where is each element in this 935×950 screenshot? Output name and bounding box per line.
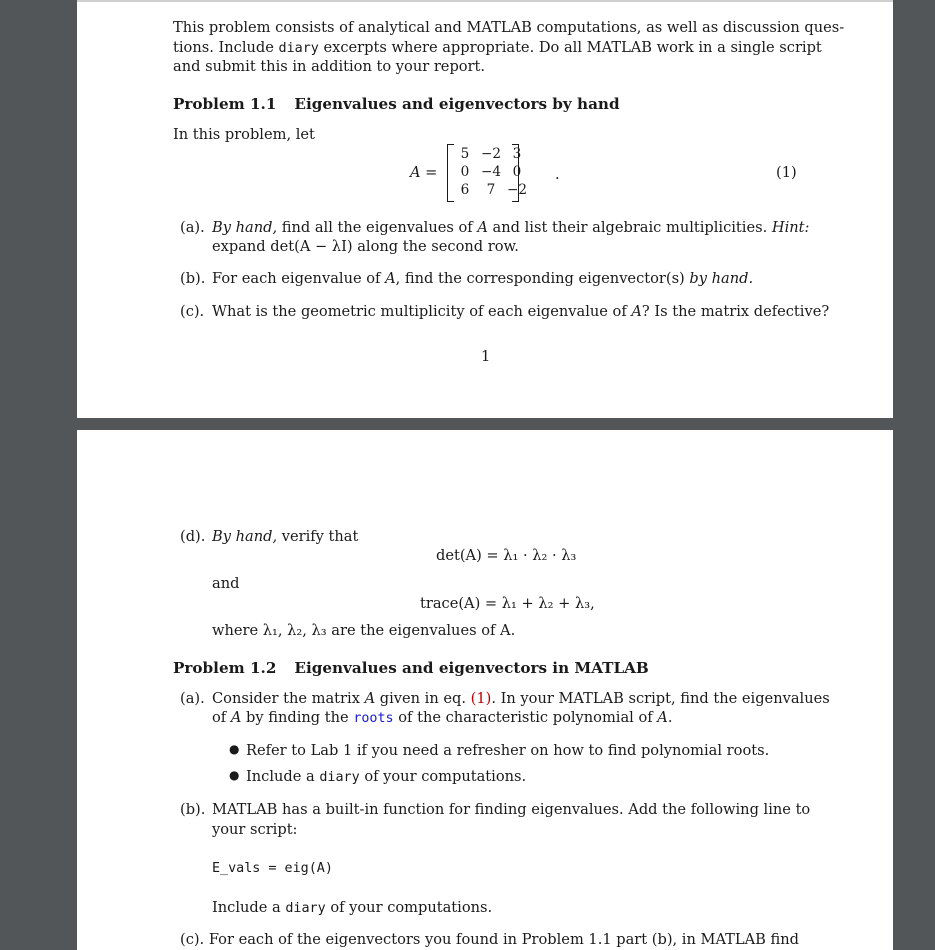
matrix-cell: 7 [486, 182, 496, 198]
bullet-2: Include a diary of your computations. [246, 768, 527, 785]
part-b-label: (b). [180, 270, 206, 287]
page-number: 1 [481, 348, 491, 365]
matrix-cell: 3 [512, 146, 522, 162]
diary-code: diary [319, 770, 360, 785]
part-c-label: (c). [180, 303, 205, 320]
equation-number: (1) [776, 164, 797, 181]
part-c-text: What is the geometric multiplicity of each eigenvalue of A? Is the matrix defective? [212, 303, 830, 320]
intro-line-1: This problem consists of analytical and MATLAB computations, as well as discussion ques- [173, 19, 845, 36]
matrix-cell: 0 [460, 164, 470, 180]
part-a-line-2: expand det(A − λI) along the second row. [212, 238, 519, 255]
intro-line-3: and submit this in addition to your report. [173, 58, 486, 75]
part-b-line-1: MATLAB has a built-in function for finding eigenvalues. Add the following line to [212, 801, 811, 818]
problem-1-1-heading: Problem 1.1 Eigenvalues and eigenvectors by hand [173, 95, 620, 113]
intro-line-2: tions. Include diary excerpts where appropriate. Do all MATLAB work in a single script [173, 39, 822, 56]
code-line: E_vals = eig(A) [212, 861, 333, 876]
include-diary-text: Include a diary of your computations. [212, 899, 493, 916]
matrix-dot: . [555, 166, 560, 183]
trace-equation: trace(A) = λ₁ + λ₂ + λ₃, [420, 595, 595, 612]
bullet-icon: ● [229, 768, 240, 782]
part-a-label: (a). [180, 690, 205, 707]
and-text: and [212, 575, 240, 592]
matrix-cell: 5 [460, 146, 470, 162]
cut-off-line: (c). For each of the eigenvectors you found in Problem 1.1 part (b), in MATLAB find [180, 931, 799, 948]
matrix-a [447, 144, 547, 202]
equation-ref-link[interactable]: (1) [470, 690, 492, 707]
pdf-page-1 [77, 0, 893, 418]
let-text: In this problem, let [173, 126, 315, 143]
matrix-cell: 6 [460, 182, 470, 198]
part-a-line-2: of A by finding the roots of the characteristic polynomial of A. [212, 709, 673, 726]
diary-code: diary [278, 41, 319, 56]
roots-code: roots [353, 711, 394, 726]
bullet-1: Refer to Lab 1 if you need a refresher on how to find polynomial roots. [246, 742, 770, 759]
bullet-icon: ● [229, 742, 240, 756]
part-a-line-1: Consider the matrix A given in eq. (1). In your MATLAB script, find the eigenvalues [212, 690, 830, 707]
matrix-cell: −4 [480, 164, 502, 180]
matrix-lhs: A = [410, 164, 438, 181]
pdf-page-2 [77, 430, 893, 950]
matrix-cell: 0 [512, 164, 522, 180]
part-b-line-2: your script: [212, 821, 298, 838]
where-text: where λ₁, λ₂, λ₃ are the eigenvalues of A. [212, 622, 516, 639]
part-a-line-1: By hand, find all the eigenvalues of A and list their algebraic multiplicities. Hint: [212, 219, 810, 236]
diary-code: diary [285, 901, 326, 916]
part-b-text: For each eigenvalue of A, find the corresponding eigenvector(s) by hand. [212, 270, 754, 287]
problem-1-2-heading: Problem 1.2 Eigenvalues and eigenvectors in MATLAB [173, 659, 649, 677]
part-a-label: (a). [180, 219, 205, 236]
part-b-label: (b). [180, 801, 206, 818]
part-d-label: (d). [180, 528, 206, 545]
matrix-cell: −2 [506, 182, 528, 198]
det-equation: det(A) = λ₁ · λ₂ · λ₃ [436, 547, 577, 564]
matrix-cell: −2 [480, 146, 502, 162]
part-d-text: By hand, verify that [212, 528, 359, 545]
